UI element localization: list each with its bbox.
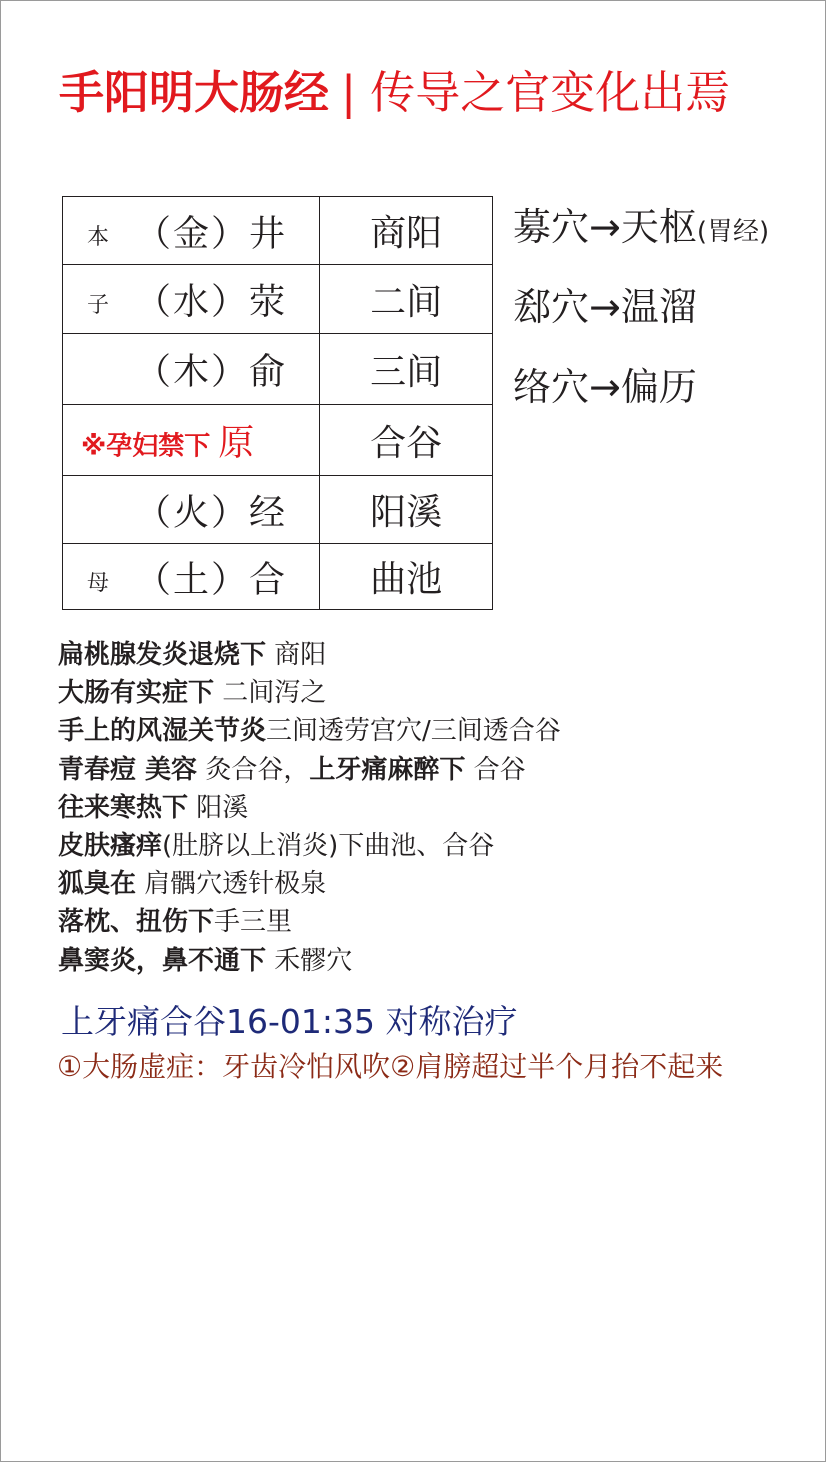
element-cell [63, 334, 320, 405]
toothache-note: 上牙痛合谷16-01:35 对称治疗 [61, 1002, 518, 1041]
table-row [63, 476, 493, 544]
list-item: 鼻窦炎，鼻不通下 禾髎穴 [58, 945, 353, 976]
list-item: 青春痘 美容 灸合谷，上牙痛麻醉下 合谷 [58, 754, 526, 785]
title-meridian: 手阳明大肠经 [59, 66, 330, 119]
element-label: （火）经 [135, 492, 288, 533]
point-cell: 二间 [320, 265, 493, 334]
list-item: 大肠有实症下 二间泻之 [58, 678, 327, 709]
element-label: （金）井 [135, 213, 288, 254]
deficiency-note: ①大肠虚症：牙齿冷怕风吹②肩膀超过半个月抬不起来 [57, 1050, 724, 1083]
table-row [63, 334, 493, 405]
point-cell: 阳溪 [320, 476, 493, 544]
element-cell [63, 405, 320, 476]
element-cell [63, 476, 320, 544]
element-cell [63, 197, 320, 265]
row-sub-label: 本 [87, 224, 110, 250]
mu-point-note: (胃经) [696, 217, 770, 247]
page-title [59, 63, 730, 123]
list-item: 手上的风湿关节炎三间透劳宫穴/三间透合谷 [58, 716, 561, 747]
point-cell: 商阳 [320, 197, 493, 265]
pregnancy-warning: ※孕妇禁下 原 [81, 422, 255, 464]
element-cell [63, 544, 320, 610]
title-separator: | [341, 66, 357, 119]
point-cell: 曲池 [320, 544, 493, 610]
list-item: 落枕、扭伤下手三里 [58, 907, 293, 938]
list-item: 扁桃腺发炎退烧下 商阳 [58, 640, 327, 670]
point-cell-hegu: 合谷 [320, 405, 493, 476]
title-subtitle: 传导之官变化出焉 [370, 66, 731, 119]
acupoint-table [62, 196, 493, 610]
element-label: （水）荥 [135, 281, 288, 323]
element-label: （土）合 [135, 559, 288, 600]
table-row [63, 405, 493, 476]
mu-point-line: 募穴→天枢(胃经) [513, 205, 770, 249]
point-cell: 三间 [320, 334, 493, 405]
luo-point-line: 络穴→偏历 [513, 365, 697, 409]
table-row [63, 197, 493, 265]
table-row [63, 544, 493, 610]
xi-point-line: 郄穴→温溜 [513, 285, 697, 329]
row-sub-label: 子 [87, 293, 110, 319]
table-row [63, 265, 493, 334]
element-label: （木）俞 [135, 351, 288, 393]
notes-list [58, 636, 561, 980]
yuan-label: 原 [218, 422, 255, 464]
list-item: 皮肤瘙痒(肚脐以上消炎)下曲池、合谷 [58, 831, 495, 862]
list-item: 往来寒热下 阳溪 [58, 792, 249, 823]
row-sub-label: 母 [87, 570, 110, 596]
element-cell [63, 265, 320, 334]
list-item: 狐臭在 肩髃穴透针极泉 [58, 869, 327, 900]
